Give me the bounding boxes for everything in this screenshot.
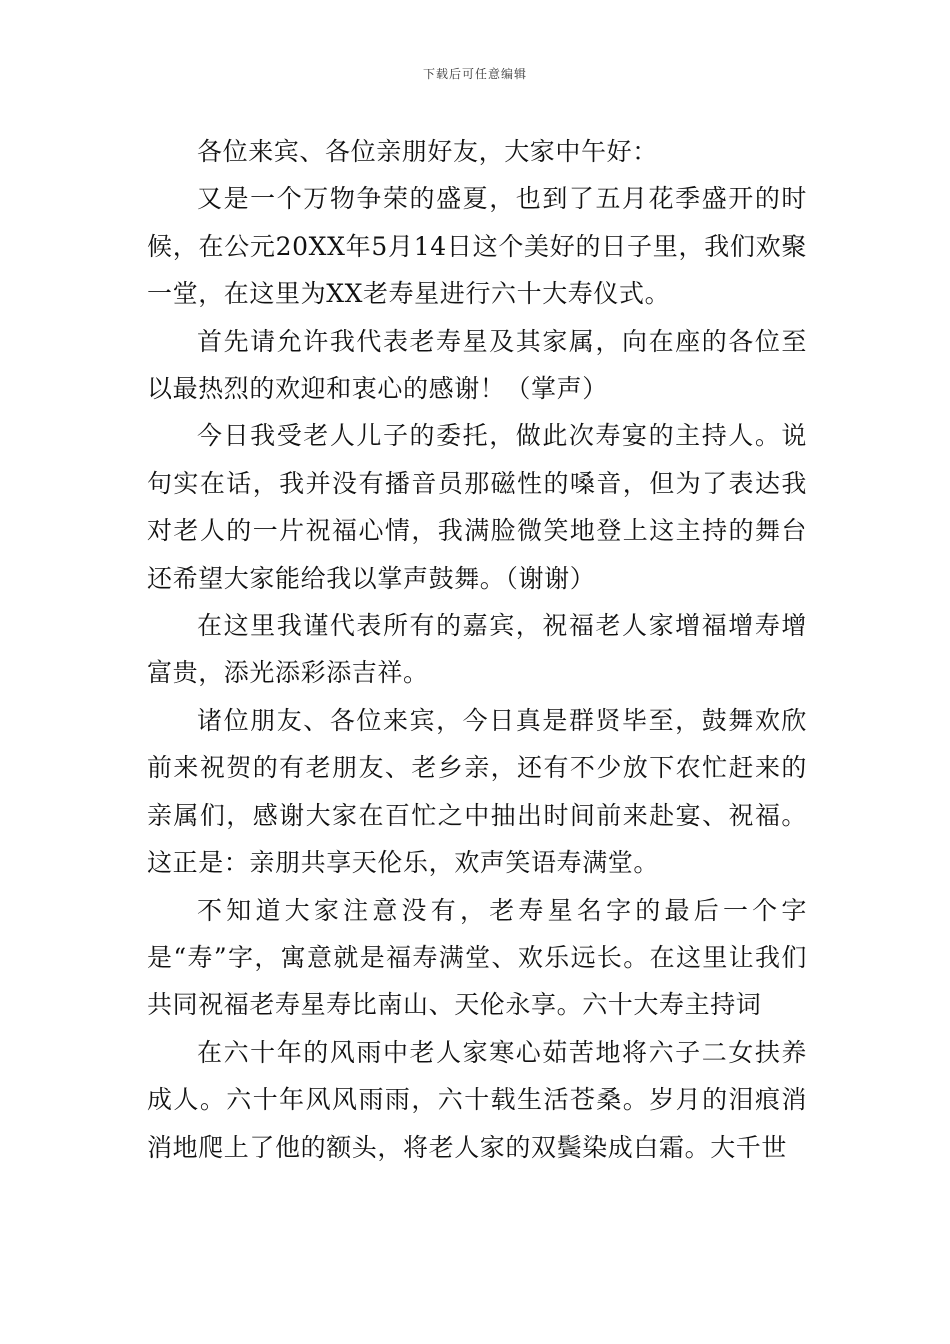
paragraph-name-meaning: 不知道大家注意没有，老寿星名字的最后一个字是“寿”字，寓意就是福寿满堂、欢乐远长。在这里让我们共同祝福老寿星寿比南山、天伦永享。六十大寿主持词 (147, 895, 807, 1020)
paragraph-thanks-guests: 诸位朋友、各位来宾，今日真是群贤毕至，鼓舞欢欣前来祝贺的有老朋友、老乡亲，还有不少放下农忙赶来的亲属们，感谢大家在百忙之中抽出时间前来赴宴、祝福。这正是：亲朋共享天伦乐，欢声笑语寿满堂。 (147, 705, 807, 878)
paragraph-occasion: 又是一个万物争荣的盛夏，也到了五月花季盛开的时候，在公元20XX年5月14日这个美好的日子里，我们欢聚一堂，在这里为XX老寿星进行六十大寿仪式。 (147, 184, 807, 309)
page-header: 下载后可任意编辑 (422, 67, 527, 81)
paragraph-sixty-years: 在六十年的风雨中老人家寒心茹苦地将六子二女扶养成人。六十年风风雨雨，六十载生活苍桑。岁月的泪痕消消地爬上了他的额头，将老人家的双鬓染成白霜。大千世 (147, 1037, 807, 1162)
paragraph-blessing: 在这里我谨代表所有的嘉宾，祝福老人家增福增寿增富贵，添光添彩添吉祥。 (147, 611, 807, 688)
paragraph-greeting: 各位来宾、各位亲朋好友，大家中午好： (197, 137, 658, 166)
document-body (147, 128, 807, 1171)
paragraph-host-intro: 今日我受老人儿子的委托，做此次寿宴的主持人。说句实在话，我并没有播音员那磁性的嗓音，但为了表达我对老人的一片祝福心情，我满脸微笑地登上这主持的舞台还希望大家能给我以掌声鼓舞。（谢谢） (147, 421, 807, 593)
paragraph-welcome: 首先请允许我代表老寿星及其家属，向在座的各位至以最热烈的欢迎和衷心的感谢！（掌声） (147, 326, 807, 404)
